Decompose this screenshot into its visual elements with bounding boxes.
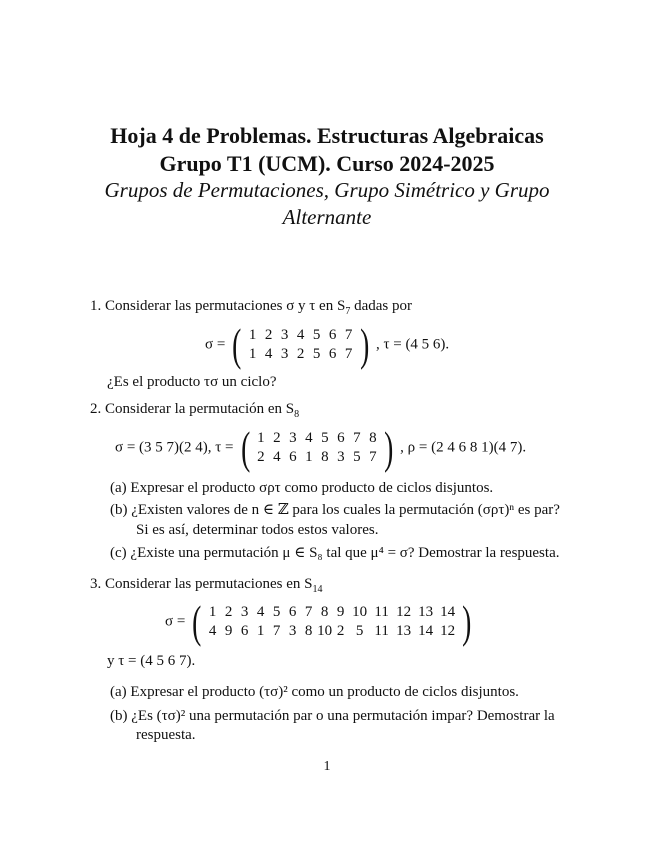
problem-3-tau-line: y τ = (4 5 6 7). <box>107 653 196 669</box>
part-text: Expresar el producto σρτ como producto de ciclos disjuntos. <box>130 480 494 496</box>
sigma-matrix <box>189 596 474 647</box>
matrix-cell: 4 <box>296 327 305 343</box>
matrix-cell: 5 <box>353 449 361 465</box>
problem-3-part-b-continued: respuesta. <box>136 727 196 743</box>
part-label: (c) <box>110 545 127 561</box>
matrix-cell: 6 <box>288 604 297 620</box>
problem-text: Considerar la permutación en S <box>105 401 295 417</box>
matrix-cell: 6 <box>328 346 337 362</box>
left-paren: ( <box>240 422 250 473</box>
part-label: (b) <box>110 502 128 518</box>
subscript: 14 <box>312 584 323 595</box>
part-text: ¿Existen valores de n ∈ ℤ para los cuales la permutación (σρτ)ⁿ es par? <box>131 502 560 518</box>
problem-3-part-b <box>110 706 555 726</box>
matrix-cell: 4 <box>208 623 217 639</box>
matrix-cell: 8 <box>320 604 329 620</box>
problem-3-formula <box>165 596 474 647</box>
matrix-body <box>205 603 459 641</box>
matrix-cell: 13 <box>396 623 412 639</box>
part-label: (a) <box>110 684 127 700</box>
matrix-cell: 2 <box>296 346 305 362</box>
matrix-cell: 6 <box>328 327 337 343</box>
problem-2-part-c <box>110 543 559 563</box>
page-number: 1 <box>323 759 331 774</box>
matrix-cell: 10 <box>352 604 368 620</box>
problem-1-question: ¿Es el producto τσ un ciclo? <box>107 374 277 390</box>
matrix-row-bottom <box>253 448 381 467</box>
matrix-cell: 1 <box>208 604 217 620</box>
sigma-label: σ = <box>165 613 186 630</box>
part-label: (b) <box>110 708 128 724</box>
problem-text: Considerar las permutaciones σ y τ en S <box>105 298 346 314</box>
matrix-cell: 7 <box>369 449 377 465</box>
problem-text: Considerar las permutaciones en S <box>105 576 313 592</box>
matrix-cell: 2 <box>224 604 233 620</box>
left-paren: ( <box>192 596 202 647</box>
matrix-cell: 3 <box>289 430 297 446</box>
problem-2-part-b <box>110 500 560 520</box>
subscript: 8 <box>294 409 300 420</box>
problem-3-statement <box>90 574 322 600</box>
matrix-cell: 8 <box>304 623 313 639</box>
matrix-cell: 2 <box>257 449 265 465</box>
part-text: ¿Existe una permutación μ ∈ S₈ tal que μ⁴ = σ? Demostrar la respuesta. <box>130 545 560 561</box>
page-title-line2: Grupo T1 (UCM). Curso 2024-2025 <box>159 151 495 176</box>
page-subtitle-line1: Grupos de Permutaciones, Grupo Simétrico y Grupo <box>104 178 550 202</box>
matrix-body <box>253 429 381 467</box>
sigma-label: σ = <box>205 336 226 353</box>
problem-number: 2. <box>90 401 102 417</box>
sigma-definition: σ = (3 5 7)(2 4), τ = <box>115 439 234 456</box>
matrix-cell: 1 <box>305 449 313 465</box>
matrix-cell: 11 <box>374 604 389 620</box>
matrix-cell: 3 <box>280 327 289 343</box>
matrix-cell: 7 <box>272 623 281 639</box>
matrix-cell: 2 <box>336 623 345 639</box>
matrix-cell: 11 <box>374 623 389 639</box>
matrix-row-top <box>205 603 459 622</box>
matrix-cell: 2 <box>273 430 281 446</box>
matrix-cell: 1 <box>248 327 257 343</box>
matrix-cell: 4 <box>305 430 313 446</box>
rho-definition: , ρ = (2 4 6 8 1)(4 7). <box>400 439 527 456</box>
matrix-cell: 5 <box>355 623 364 639</box>
right-paren: ) <box>383 422 394 473</box>
matrix-row-top <box>245 326 357 345</box>
tau-matrix <box>238 422 397 473</box>
subscript: 7 <box>345 306 351 317</box>
problem-2-formula <box>115 422 527 473</box>
matrix-cell: 3 <box>288 623 297 639</box>
problem-number: 1. <box>90 298 102 314</box>
matrix-row-top <box>253 429 381 448</box>
problem-2-statement <box>90 399 299 425</box>
matrix-cell: 8 <box>321 449 329 465</box>
matrix-cell: 9 <box>336 604 345 620</box>
matrix-cell: 4 <box>264 346 273 362</box>
matrix-cell: 7 <box>304 604 313 620</box>
matrix-cell: 5 <box>272 604 281 620</box>
matrix-cell: 4 <box>256 604 265 620</box>
matrix-row-bottom <box>245 345 357 364</box>
matrix-cell: 1 <box>257 430 265 446</box>
matrix-cell: 3 <box>280 346 289 362</box>
part-text: Expresar el producto (τσ)² como un producto de ciclos disjuntos. <box>130 684 519 700</box>
matrix-body <box>245 326 357 364</box>
matrix-cell: 3 <box>240 604 249 620</box>
problem-1-formula <box>205 319 450 370</box>
tau-definition: , τ = (4 5 6). <box>375 336 450 353</box>
matrix-cell: 10 <box>317 623 333 639</box>
matrix-cell: 12 <box>440 623 456 639</box>
matrix-cell: 4 <box>273 449 281 465</box>
matrix-cell: 1 <box>248 346 257 362</box>
right-paren: ) <box>461 596 471 647</box>
matrix-cell: 6 <box>240 623 249 639</box>
matrix-cell: 13 <box>418 604 434 620</box>
left-paren: ( <box>232 319 242 370</box>
sigma-matrix <box>229 319 372 370</box>
matrix-cell: 9 <box>224 623 233 639</box>
matrix-cell: 5 <box>321 430 329 446</box>
matrix-cell: 8 <box>369 430 377 446</box>
matrix-cell: 3 <box>337 449 345 465</box>
matrix-cell: 5 <box>312 327 321 343</box>
matrix-cell: 2 <box>264 327 273 343</box>
matrix-cell: 7 <box>344 327 353 343</box>
matrix-cell: 7 <box>344 346 353 362</box>
problem-number: 3. <box>90 576 102 592</box>
part-text: ¿Es (τσ)² una permutación par o una permutación impar? Demostrar la <box>131 708 555 724</box>
matrix-cell: 14 <box>418 623 434 639</box>
matrix-cell: 6 <box>337 430 345 446</box>
problem-2-part-a <box>110 478 493 498</box>
problem-text-tail: dadas por <box>350 298 412 314</box>
part-label: (a) <box>110 480 127 496</box>
matrix-cell: 5 <box>312 346 321 362</box>
matrix-cell: 12 <box>396 604 412 620</box>
matrix-row-bottom <box>205 622 459 641</box>
problem-2-part-b-continued: Si es así, determinar todos estos valores. <box>136 522 379 538</box>
matrix-cell: 1 <box>256 623 265 639</box>
problem-3-part-a <box>110 682 519 702</box>
matrix-cell: 14 <box>440 604 456 620</box>
page-title-line1: Hoja 4 de Problemas. Estructuras Algebraicas <box>110 123 544 148</box>
right-paren: ) <box>359 319 369 370</box>
matrix-cell: 7 <box>353 430 361 446</box>
matrix-cell: 6 <box>289 449 297 465</box>
page-subtitle-line2: Alternante <box>282 205 372 229</box>
